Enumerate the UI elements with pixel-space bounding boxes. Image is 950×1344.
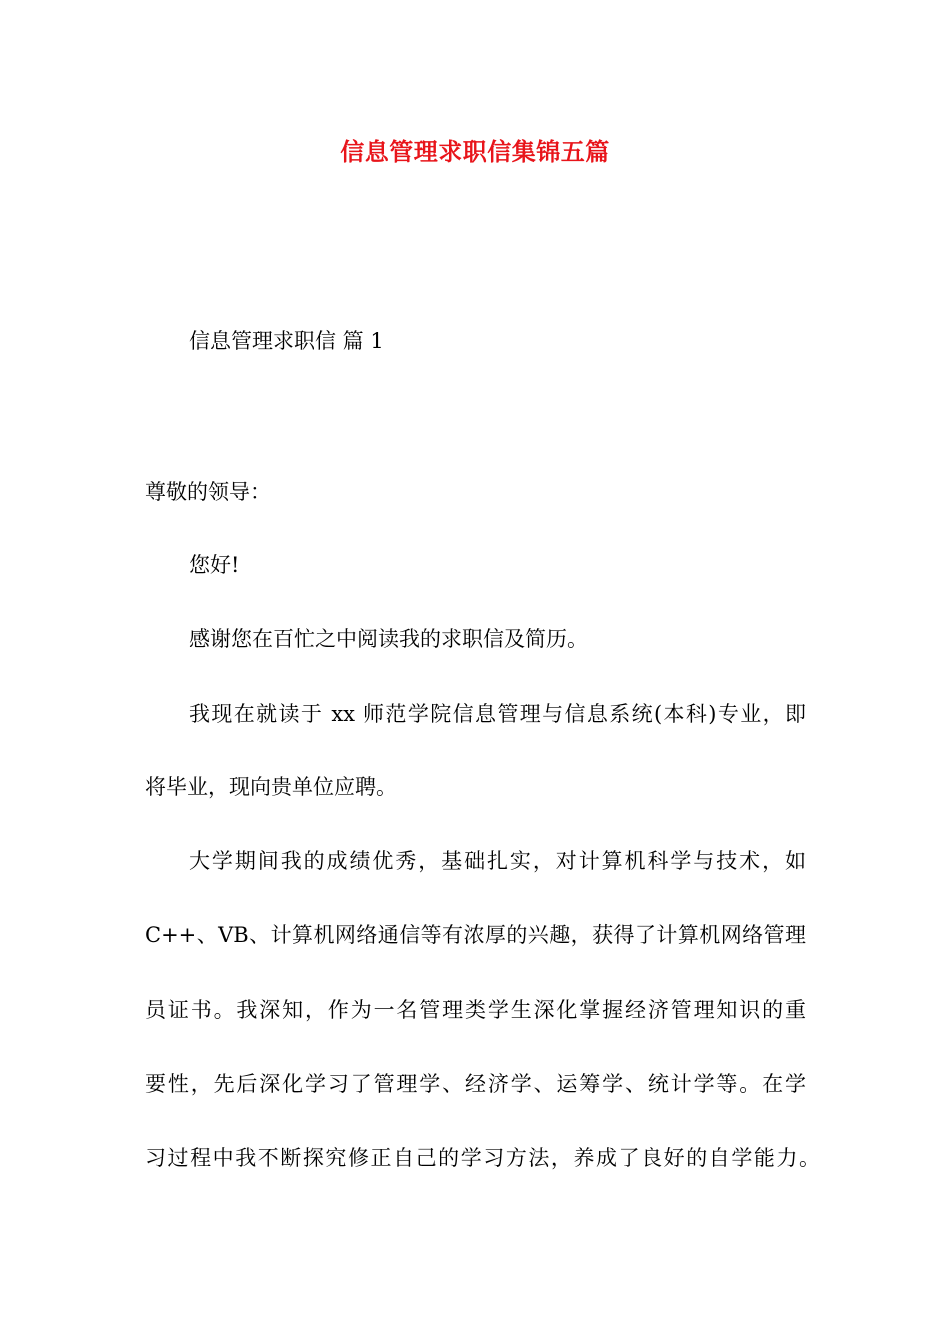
paragraph-line: 大学期间我的成绩优秀，基础扎实，对计算机科学与技术，如: [189, 849, 806, 873]
document-title: 信息管理求职信集锦五篇: [340, 138, 610, 166]
greeting: 您好!: [189, 553, 240, 577]
section-heading: 信息管理求职信 篇 1: [189, 329, 384, 353]
paragraph-line: 要性，先后深化学习了管理学、经济学、运筹学、统计学等。在学: [145, 1072, 806, 1096]
paragraph-line: 习过程中我不断探究修正自己的学习方法，养成了良好的自学能力。: [145, 1146, 820, 1170]
paragraph-line: C++、VB、计算机网络通信等有浓厚的兴趣，获得了计算机网络管理: [145, 923, 806, 947]
paragraph-line: 我现在就读于 xx 师范学院信息管理与信息系统(本科)专业，即: [189, 702, 806, 726]
paragraph-line: 感谢您在百忙之中阅读我的求职信及简历。: [189, 627, 588, 651]
paragraph-line: 将毕业，现向贵单位应聘。: [145, 775, 397, 799]
salutation: 尊敬的领导：: [145, 480, 271, 504]
paragraph-line: 员证书。我深知，作为一名管理类学生深化掌握经济管理知识的重: [145, 998, 806, 1022]
